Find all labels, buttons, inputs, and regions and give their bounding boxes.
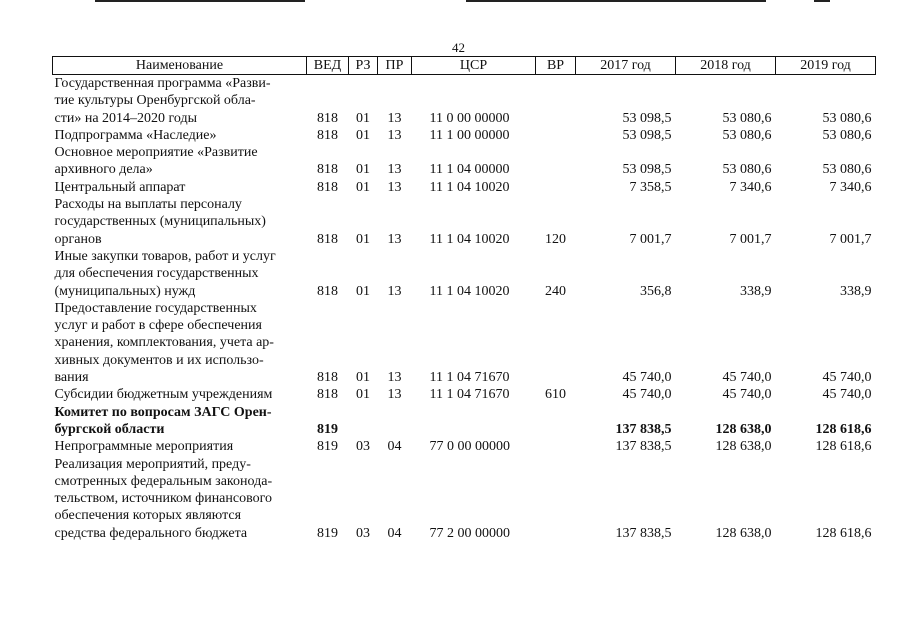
cell-rz: 01 [356, 162, 370, 178]
table-row [53, 300, 876, 386]
cell-csr: 11 1 00 00000 [429, 127, 510, 143]
cell-name: Субсидии бюджетным учреждениям [54, 387, 273, 403]
table-row [53, 438, 876, 455]
cell-ved: 818 [317, 162, 338, 178]
table-row [53, 386, 876, 403]
cell-rz: 01 [356, 231, 370, 247]
cell-2018: 128 638,0 [715, 525, 772, 541]
cell-rz: 01 [356, 179, 370, 195]
page-number: 42 [452, 40, 465, 55]
cell-2017: 45 740,0 [622, 370, 672, 386]
cell-csr: 77 0 00 00000 [429, 439, 510, 455]
cell-rz: 01 [356, 370, 370, 386]
cell-csr: 77 2 00 00000 [429, 525, 510, 541]
cell-rz: 01 [356, 283, 370, 299]
table-row [53, 179, 876, 196]
cell-2018: 45 740,0 [722, 387, 772, 403]
budget-table [52, 56, 876, 542]
table-row [53, 196, 876, 248]
cell-ved: 818 [317, 110, 338, 126]
cell-2018: 128 638,0 [715, 421, 772, 437]
cell-2019: 128 618,6 [815, 439, 872, 455]
cell-ved: 819 [317, 421, 338, 437]
table-row [53, 127, 876, 144]
cell-2017: 7 001,7 [629, 231, 672, 247]
cell-ved: 818 [317, 127, 338, 143]
cell-2017: 53 098,5 [622, 127, 672, 143]
cell-name: Предоставление государственных услуг и работ в сфере обеспечения хранения, комплектования, учета ар- хивных документов и их использо- вания [54, 300, 274, 386]
cell-vr [536, 300, 576, 386]
cell-csr: 11 1 04 10020 [429, 179, 510, 195]
cell-pr: 13 [387, 127, 402, 143]
cell-ved: 818 [317, 283, 338, 299]
cell-pr: 13 [387, 387, 402, 403]
cell-2018: 53 080,6 [722, 127, 772, 143]
cell-pr: 13 [387, 370, 402, 386]
cell-name: Непрограммные мероприятия [54, 439, 234, 455]
header-name: Наименование [53, 57, 307, 75]
cell-2017: 356,8 [640, 283, 672, 299]
cell-name: Основное мероприятие «Развитие архивного дела» [54, 145, 258, 178]
header-ved: ВЕД [307, 57, 349, 75]
cell-rz [349, 404, 378, 439]
cell-2018: 53 080,6 [722, 162, 772, 178]
header-csr: ЦСР [412, 57, 536, 75]
cell-vr: 120 [545, 231, 566, 247]
cell-vr [536, 144, 576, 179]
cell-ved: 819 [317, 439, 338, 455]
cell-pr: 04 [387, 525, 402, 541]
cell-vr [536, 438, 576, 455]
cell-vr [536, 75, 576, 127]
cell-2019: 128 618,6 [815, 525, 872, 541]
cell-2018: 53 080,6 [722, 110, 772, 126]
cell-2019: 7 001,7 [829, 231, 872, 247]
table-header-row [53, 57, 876, 75]
cell-name: Комитет по вопросам ЗАГС Орен- бургской области [54, 404, 272, 437]
cell-pr: 13 [387, 283, 402, 299]
cell-pr [378, 404, 412, 439]
cell-ved: 818 [317, 179, 338, 195]
cell-2017: 53 098,5 [622, 110, 672, 126]
cell-pr: 13 [387, 162, 402, 178]
cell-ved: 818 [317, 231, 338, 247]
cell-2019: 128 618,6 [815, 421, 872, 437]
cell-rz: 01 [356, 127, 370, 143]
cell-csr: 11 1 04 00000 [429, 162, 510, 178]
scan-edge-line-center [466, 0, 766, 2]
cell-pr: 04 [387, 439, 402, 455]
table-row [53, 75, 876, 127]
cell-vr [536, 127, 576, 144]
header-2018: 2018 год [676, 57, 776, 75]
table-row [53, 248, 876, 300]
cell-csr: 11 1 04 71670 [429, 387, 510, 403]
cell-vr: 610 [545, 387, 566, 403]
cell-ved: 818 [317, 387, 338, 403]
cell-2019: 53 080,6 [822, 110, 872, 126]
cell-2018: 128 638,0 [715, 439, 772, 455]
cell-2018: 7 001,7 [729, 231, 772, 247]
cell-2017: 53 098,5 [622, 162, 672, 178]
cell-vr [536, 456, 576, 542]
table-row [53, 456, 876, 542]
cell-csr: 11 1 04 10020 [429, 283, 510, 299]
cell-name: Иные закупки товаров, работ и услуг для обеспечения государственных (муниципальных) нужд [54, 248, 276, 299]
cell-vr: 240 [545, 283, 566, 299]
cell-rz: 03 [356, 439, 370, 455]
cell-csr: 11 1 04 10020 [429, 231, 510, 247]
cell-csr [412, 404, 536, 439]
cell-rz: 01 [356, 387, 370, 403]
cell-csr: 11 0 00 00000 [429, 110, 510, 126]
cell-2019: 53 080,6 [822, 162, 872, 178]
table-body [53, 75, 876, 543]
cell-name: Расходы на выплаты персоналу государственных (муниципальных) органов [54, 197, 266, 247]
header-2019: 2019 год [776, 57, 876, 75]
cell-2017: 137 838,5 [615, 421, 672, 437]
cell-2018: 7 340,6 [729, 179, 772, 195]
cell-2017: 137 838,5 [615, 439, 672, 455]
cell-name: Подпрограмма «Наследие» [54, 127, 217, 143]
cell-ved: 819 [317, 525, 338, 541]
cell-csr: 11 1 04 71670 [429, 370, 510, 386]
cell-pr: 13 [387, 179, 402, 195]
table-row [53, 144, 876, 179]
cell-2019: 45 740,0 [822, 370, 872, 386]
cell-2019: 338,9 [840, 283, 872, 299]
cell-pr: 13 [387, 231, 402, 247]
cell-2017: 137 838,5 [615, 525, 672, 541]
cell-2019: 7 340,6 [829, 179, 872, 195]
cell-rz: 03 [356, 525, 370, 541]
cell-2017: 45 740,0 [622, 387, 672, 403]
header-rz: РЗ [349, 57, 378, 75]
cell-2018: 338,9 [740, 283, 772, 299]
cell-ved: 818 [317, 370, 338, 386]
scan-edge-line-left [95, 0, 305, 2]
cell-rz: 01 [356, 110, 370, 126]
cell-name: Реализация мероприятий, преду- смотренных федеральным законода- тельством, источником финансового обеспечения которых являются средства федерального бюджета [54, 456, 273, 541]
cell-name: Центральный аппарат [54, 179, 186, 195]
cell-vr [536, 404, 576, 439]
header-vr: ВР [536, 57, 576, 75]
table-row [53, 404, 876, 439]
header-2017: 2017 год [576, 57, 676, 75]
cell-2018: 45 740,0 [722, 370, 772, 386]
cell-2019: 53 080,6 [822, 127, 872, 143]
cell-2017: 7 358,5 [629, 179, 672, 195]
cell-2019: 45 740,0 [822, 387, 872, 403]
cell-pr: 13 [387, 110, 402, 126]
header-pr: ПР [378, 57, 412, 75]
scan-edge-line-right [814, 0, 830, 2]
cell-vr [536, 179, 576, 196]
cell-name: Государственная программа «Разви- тие культуры Оренбургской обла- сти» на 2014–2020 годы [54, 76, 271, 126]
